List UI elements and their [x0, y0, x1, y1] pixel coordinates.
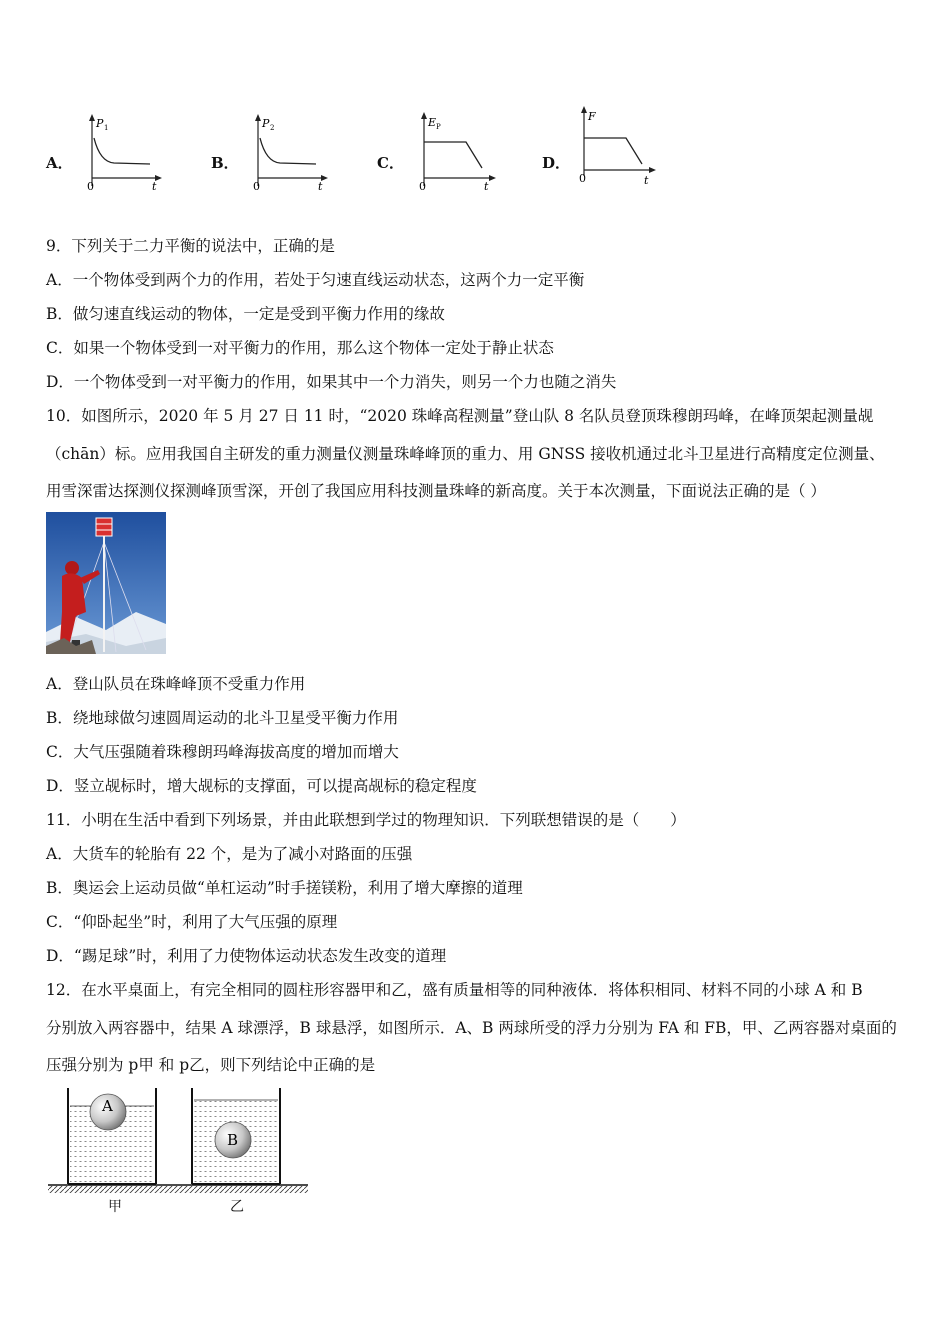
ball-b-label: B [227, 1131, 239, 1149]
graph-c-y-label: E [428, 116, 437, 129]
q11-stem: 11．小明在生活中看到下列场景，并由此联想到学过的物理知识．下列联想错误的是（ ） [46, 811, 686, 829]
ball-a-label: A [102, 1097, 113, 1115]
q8-option-a-label[interactable]: A． [46, 154, 73, 172]
q10-option-a[interactable]: A．登山队员在珠峰峰顶不受重力作用 [46, 675, 306, 693]
graph-d-origin: 0 [579, 172, 586, 185]
q10-stem-line-3: 用雪深雷达探测仪探测峰顶雪深，开创了我国应用科技测量珠峰的新高度。关于本次测量，下面说法正确的是（ ） [46, 482, 826, 500]
container-yi-label: 乙 [230, 1199, 244, 1215]
q9-option-c[interactable]: C．如果一个物体受到一对平衡力的作用，那么这个物体一定处于静止状态 [46, 339, 554, 357]
q11-option-c[interactable]: C．“仰卧起坐”时，利用了大气压强的原理 [46, 913, 338, 931]
graph-c-x-label: t [484, 180, 489, 193]
graph-c-origin: 0 [419, 180, 426, 193]
q9-option-a[interactable]: A．一个物体受到两个力的作用，若处于匀速直线运动状态，这两个力一定平衡 [46, 271, 585, 289]
q9-stem: 9．下列关于二力平衡的说法中，正确的是 [46, 237, 335, 255]
q10-option-d[interactable]: D．竖立觇标时，增大觇标的支撑面，可以提高觇标的稳定程度 [46, 777, 477, 795]
graph-a-y-sub: 1 [104, 124, 109, 132]
q10-option-b[interactable]: B．绕地球做匀速圆周运动的北斗卫星受平衡力作用 [46, 709, 399, 727]
q12-stem-line-2: 分别放入两容器中，结果 A 球漂浮，B 球悬浮，如图所示．A、B 两球所受的浮力分别为 FA 和 FB，甲、乙两容器对桌面的 [46, 1019, 897, 1037]
graph-c-y-sub: P [436, 123, 441, 131]
q11-option-d[interactable]: D．“踢足球”时，利用了力使物体运动状态发生改变的道理 [46, 947, 447, 965]
graph-c [416, 110, 498, 194]
q10-option-c[interactable]: C．大气压强随着珠穆朗玛峰海拔高度的增加而增大 [46, 743, 399, 761]
q12-stem-line-3: 压强分别为 p甲 和 p乙，则下列结论中正确的是 [46, 1056, 376, 1074]
graph-d-y-label: F [588, 110, 596, 123]
graph-a-origin: 0 [87, 180, 94, 193]
container-jia [68, 1088, 156, 1184]
graph-b-x-label: t [318, 180, 323, 193]
q8-option-b-label[interactable]: B． [211, 154, 239, 172]
graph-a [84, 112, 164, 194]
summit-photo [46, 512, 166, 654]
graph-a-y-label: P [96, 117, 104, 130]
q11-option-b[interactable]: B．奥运会上运动员做“单杠运动”时手搓镁粉，利用了增大摩擦的道理 [46, 879, 523, 897]
graph-b-y-sub: 2 [270, 124, 275, 132]
graph-b-origin: 0 [253, 180, 260, 193]
container-yi [192, 1088, 280, 1184]
container-jia-label: 甲 [108, 1199, 122, 1215]
graph-b-y-label: P [262, 117, 270, 130]
q9-option-b[interactable]: B．做匀速直线运动的物体，一定是受到平衡力作用的缘故 [46, 305, 445, 323]
graph-d-x-label: t [644, 174, 649, 187]
q12-stem-line-1: 12．在水平桌面上，有完全相同的圆柱形容器甲和乙，盛有质量相等的同种液体．将体积相同、材料不同的小球 A 和 B [46, 981, 863, 999]
q8-option-c-label[interactable]: C． [377, 154, 404, 172]
graph-b [250, 112, 330, 194]
containers-diagram [44, 1084, 314, 1196]
graph-a-x-label: t [152, 180, 157, 193]
q10-stem-line-2: （chān）标。应用我国自主研发的重力测量仪测量珠峰峰顶的重力、用 GNSS 接收机通过北斗卫星进行高精度定位测量、 [46, 445, 885, 463]
q11-option-a[interactable]: A．大货车的轮胎有 22 个，是为了减小对路面的压强 [46, 845, 413, 863]
q10-stem-line-1: 10．如图所示，2020 年 5 月 27 日 11 时，“2020 珠峰高程测量”登山队 8 名队员登顶珠穆朗玛峰，在峰顶架起测量觇 [46, 407, 874, 425]
q8-option-d-label[interactable]: D． [542, 154, 571, 172]
q9-option-d[interactable]: D．一个物体受到一对平衡力的作用，如果其中一个力消失，则另一个力也随之消失 [46, 373, 617, 391]
graph-d [576, 104, 660, 188]
